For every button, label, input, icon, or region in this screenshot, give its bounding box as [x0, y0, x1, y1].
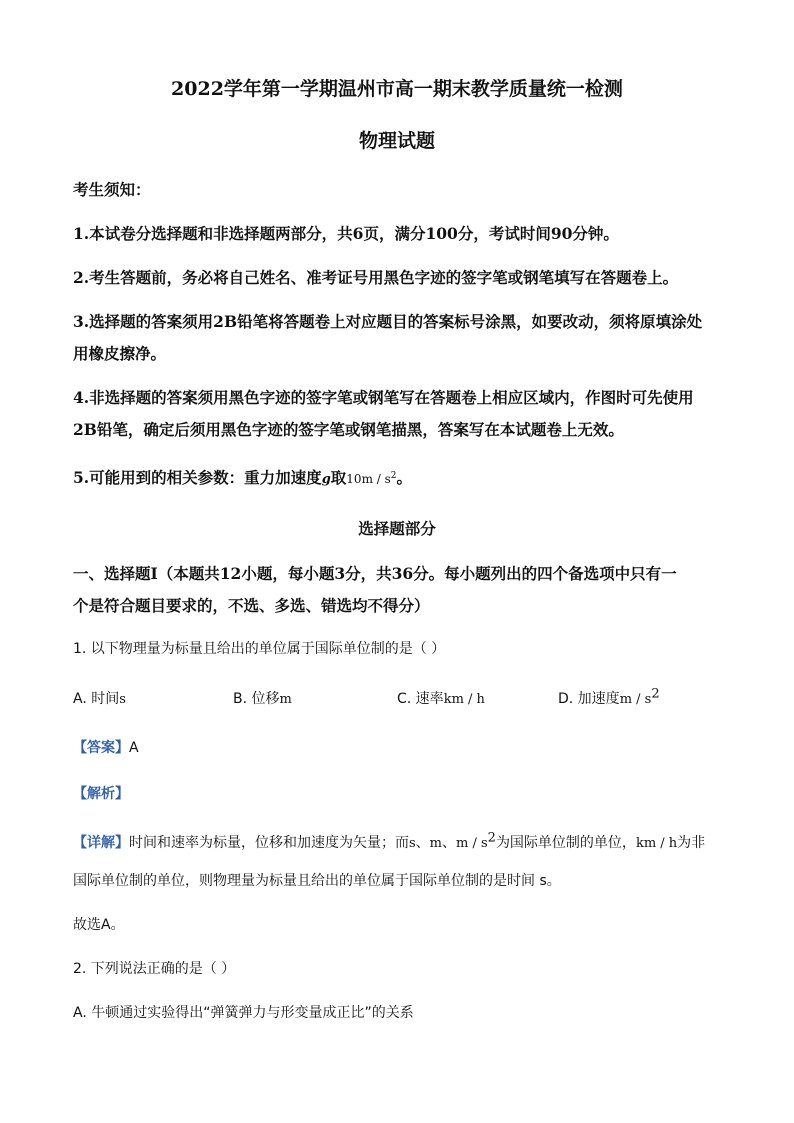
notice-item-1: 1.本试卷分选择题和非选择题两部分，共6页，满分100分，考试时间90分钟。 — [73, 224, 619, 243]
subject-title: 物理试题 — [358, 130, 435, 152]
notice-item-2: 2.考生答题前，务必将自己姓名、准考证号用黑色字迹的签字笔或钢笔填写在答题卷上。 — [73, 268, 679, 287]
answer-tag: 【答案】 — [73, 740, 129, 756]
notice-item-5-suffix: 。 — [396, 468, 413, 487]
notice-item-4-line-2: 2B铅笔，确定后须用黑色字迹的签字笔或钢笔描黑，答案写在本试题卷上无效。 — [73, 420, 624, 439]
notice-item-3-line-2: 用橡皮擦净。 — [73, 344, 167, 363]
question-1-detail-line-2: 国际单位制的单位，则物理量为标量且给出的单位属于国际单位制的是时间 s。 — [73, 873, 561, 889]
notice-item-5-prefix: 5.可能用到的相关参数：重力加速度 — [73, 468, 322, 487]
notice-item-3-line-1: 3.选择题的答案须用2B铅笔将答题卷上对应题目的答案标号涂黑，如要改动，须将原填涂处 — [73, 312, 703, 331]
question-1-stem: 1. 以下物理量为标量且给出的单位属于国际单位制的是（ ） — [73, 641, 446, 657]
question-1-option-d: D. 加速度m / $s^2$ — [558, 686, 660, 707]
question-2-stem: 2. 下列说法正确的是（ ） — [73, 961, 236, 977]
notice-heading: 考生须知： — [73, 180, 151, 199]
section-title: 选择题部分 — [358, 519, 436, 538]
answer-value: A — [129, 740, 139, 756]
part-1-header-line-1: 一、选择题Ⅰ（本题共12小题，每小题3分，共36分。每小题列出的四个备选项中只有一 — [73, 564, 677, 583]
exam-title: 2022学年第一学期温州市高一期末教学质量统一检测 — [171, 78, 623, 100]
question-1-analysis — [73, 783, 129, 803]
question-2-option-a: A. 牛顿通过实验得出“弹簧弹力与形变量成正比”的关系 — [73, 1005, 414, 1021]
notice-item-5 — [73, 466, 412, 488]
detail-tag: 【详解】 — [73, 835, 129, 851]
analysis-tag: 【解析】 — [73, 786, 129, 802]
question-1-answer — [73, 737, 139, 757]
notice-item-5-mid: 取 — [330, 468, 347, 487]
part-1-header-line-2: 个是符合题目要求的，不选、多选、错选均不得分） — [73, 596, 430, 615]
gravity-symbol: g — [321, 472, 331, 487]
question-1-conclusion: 故选A。 — [73, 917, 125, 933]
question-1-option-a: A. 时间s — [73, 691, 126, 707]
question-1-option-c: C. 速率km / h — [397, 691, 485, 707]
question-1-detail-line-1: 【详解】时间和速率为标量，位移和加速度为矢量；而s、m、m / $s^2$为国际单位制的单位，km / h为非 — [73, 830, 706, 851]
notice-item-4-line-1: 4.非选择题的答案须用黑色字迹的签字笔或钢笔写在答题卷上相应区域内，作图时可先使用 — [73, 388, 694, 407]
gravity-value: $10m / s^2$ — [346, 471, 397, 486]
question-1-option-b: B. 位移m — [233, 691, 292, 707]
